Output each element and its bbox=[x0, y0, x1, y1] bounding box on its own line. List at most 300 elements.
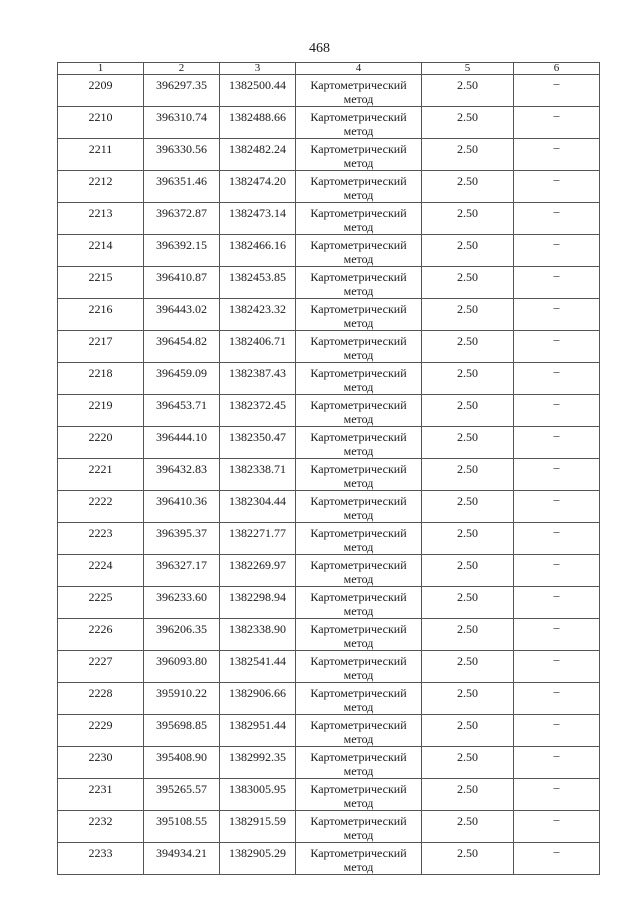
accuracy-cell bbox=[422, 203, 514, 235]
point-number-cell bbox=[58, 491, 144, 523]
accuracy: 2.50 bbox=[457, 174, 478, 188]
y-coordinate: 1382500.44 bbox=[229, 78, 286, 92]
point-number-cell bbox=[58, 171, 144, 203]
point-number-cell bbox=[58, 747, 144, 779]
note: – bbox=[553, 300, 560, 314]
y-coordinate-cell bbox=[220, 555, 296, 587]
method-line-2: метод bbox=[343, 476, 374, 490]
point-number: 2219 bbox=[88, 398, 113, 412]
method-cell bbox=[296, 107, 422, 139]
y-coordinate-cell bbox=[220, 395, 296, 427]
table-row bbox=[58, 811, 600, 843]
accuracy: 2.50 bbox=[457, 366, 478, 380]
y-coordinate: 1382372.45 bbox=[229, 398, 286, 412]
y-coordinate-cell bbox=[220, 587, 296, 619]
note-cell bbox=[514, 139, 600, 171]
y-coordinate-cell bbox=[220, 459, 296, 491]
column-header: 1 bbox=[58, 63, 144, 75]
method-cell bbox=[296, 139, 422, 171]
method-line-1: Картометрический bbox=[310, 270, 407, 284]
point-number: 2227 bbox=[88, 654, 113, 668]
x-coordinate-cell bbox=[144, 299, 220, 331]
note-cell bbox=[514, 427, 600, 459]
method-cell bbox=[296, 811, 422, 843]
note: – bbox=[553, 684, 560, 698]
method-cell bbox=[296, 331, 422, 363]
point-number-cell bbox=[58, 619, 144, 651]
accuracy-cell bbox=[422, 235, 514, 267]
table-row bbox=[58, 363, 600, 395]
point-number: 2211 bbox=[88, 142, 113, 156]
method-line-1: Картометрический bbox=[310, 238, 407, 252]
point-number-cell bbox=[58, 811, 144, 843]
x-coordinate-cell bbox=[144, 587, 220, 619]
note: – bbox=[553, 812, 560, 826]
method-cell bbox=[296, 619, 422, 651]
method-cell bbox=[296, 459, 422, 491]
point-number: 2225 bbox=[88, 590, 113, 604]
y-coordinate-cell bbox=[220, 203, 296, 235]
x-coordinate: 396330.56 bbox=[156, 142, 207, 156]
x-coordinate-cell bbox=[144, 619, 220, 651]
note-cell bbox=[514, 747, 600, 779]
method-cell bbox=[296, 395, 422, 427]
point-number-cell bbox=[58, 75, 144, 107]
y-coordinate: 1382951.44 bbox=[229, 718, 286, 732]
accuracy-cell bbox=[422, 267, 514, 299]
x-coordinate-cell bbox=[144, 843, 220, 875]
method-cell bbox=[296, 299, 422, 331]
table-row bbox=[58, 427, 600, 459]
method-cell bbox=[296, 491, 422, 523]
table-row bbox=[58, 555, 600, 587]
x-coordinate-cell bbox=[144, 139, 220, 171]
y-coordinate-cell bbox=[220, 331, 296, 363]
note: – bbox=[553, 492, 560, 506]
accuracy: 2.50 bbox=[457, 622, 478, 636]
method-line-2: метод bbox=[343, 124, 374, 138]
x-coordinate-cell bbox=[144, 235, 220, 267]
method-cell bbox=[296, 715, 422, 747]
point-number: 2220 bbox=[88, 430, 113, 444]
accuracy-cell bbox=[422, 363, 514, 395]
note: – bbox=[553, 748, 560, 762]
point-number: 2230 bbox=[88, 750, 113, 764]
column-header: 5 bbox=[422, 63, 514, 75]
y-coordinate: 1383005.95 bbox=[229, 782, 286, 796]
point-number: 2232 bbox=[88, 814, 113, 828]
point-number: 2229 bbox=[88, 718, 113, 732]
note: – bbox=[553, 140, 560, 154]
accuracy: 2.50 bbox=[457, 686, 478, 700]
x-coordinate-cell bbox=[144, 107, 220, 139]
y-coordinate-cell bbox=[220, 107, 296, 139]
method-cell bbox=[296, 427, 422, 459]
method-line-2: метод bbox=[343, 572, 374, 586]
column-header: 3 bbox=[220, 63, 296, 75]
note-cell bbox=[514, 363, 600, 395]
x-coordinate-cell bbox=[144, 779, 220, 811]
table-header-row bbox=[58, 63, 600, 75]
point-number: 2212 bbox=[88, 174, 113, 188]
point-number-cell bbox=[58, 203, 144, 235]
point-number: 2228 bbox=[88, 686, 113, 700]
method-line-2: метод bbox=[343, 828, 374, 842]
point-number: 2214 bbox=[88, 238, 113, 252]
method-line-2: метод bbox=[343, 796, 374, 810]
method-line-2: метод bbox=[343, 444, 374, 458]
accuracy: 2.50 bbox=[457, 750, 478, 764]
note-cell bbox=[514, 587, 600, 619]
method-line-2: метод bbox=[343, 92, 374, 106]
note: – bbox=[553, 844, 560, 858]
table-row bbox=[58, 139, 600, 171]
column-header: 2 bbox=[144, 63, 220, 75]
accuracy: 2.50 bbox=[457, 782, 478, 796]
point-number-cell bbox=[58, 651, 144, 683]
method-line-2: метод bbox=[343, 700, 374, 714]
x-coordinate: 396372.87 bbox=[156, 206, 207, 220]
y-coordinate: 1382423.32 bbox=[229, 302, 286, 316]
accuracy-cell bbox=[422, 843, 514, 875]
accuracy-cell bbox=[422, 427, 514, 459]
point-number-cell bbox=[58, 779, 144, 811]
accuracy: 2.50 bbox=[457, 462, 478, 476]
accuracy: 2.50 bbox=[457, 334, 478, 348]
method-line-1: Картометрический bbox=[310, 174, 407, 188]
point-number: 2209 bbox=[88, 78, 113, 92]
point-number: 2210 bbox=[88, 110, 113, 124]
table-row bbox=[58, 619, 600, 651]
accuracy-cell bbox=[422, 331, 514, 363]
method-line-2: метод bbox=[343, 156, 374, 170]
x-coordinate-cell bbox=[144, 555, 220, 587]
accuracy-cell bbox=[422, 779, 514, 811]
note: – bbox=[553, 428, 560, 442]
accuracy-cell bbox=[422, 619, 514, 651]
accuracy: 2.50 bbox=[457, 654, 478, 668]
method-line-1: Картометрический bbox=[310, 558, 407, 572]
note-cell bbox=[514, 523, 600, 555]
y-coordinate-cell bbox=[220, 427, 296, 459]
accuracy: 2.50 bbox=[457, 142, 478, 156]
table-row bbox=[58, 107, 600, 139]
accuracy-cell bbox=[422, 587, 514, 619]
accuracy: 2.50 bbox=[457, 270, 478, 284]
note: – bbox=[553, 236, 560, 250]
point-number: 2224 bbox=[88, 558, 113, 572]
note: – bbox=[553, 556, 560, 570]
accuracy-cell bbox=[422, 107, 514, 139]
point-number: 2221 bbox=[88, 462, 113, 476]
x-coordinate: 396310.74 bbox=[156, 110, 207, 124]
y-coordinate-cell bbox=[220, 715, 296, 747]
accuracy-cell bbox=[422, 747, 514, 779]
method-line-2: метод bbox=[343, 188, 374, 202]
method-line-1: Картометрический bbox=[310, 110, 407, 124]
y-coordinate-cell bbox=[220, 747, 296, 779]
method-cell bbox=[296, 267, 422, 299]
point-number-cell bbox=[58, 555, 144, 587]
accuracy: 2.50 bbox=[457, 494, 478, 508]
column-header: 6 bbox=[514, 63, 600, 75]
point-number: 2226 bbox=[88, 622, 113, 636]
point-number-cell bbox=[58, 139, 144, 171]
point-number: 2216 bbox=[88, 302, 113, 316]
note-cell bbox=[514, 715, 600, 747]
x-coordinate-cell bbox=[144, 427, 220, 459]
x-coordinate: 396432.83 bbox=[156, 462, 207, 476]
y-coordinate-cell bbox=[220, 843, 296, 875]
table-row bbox=[58, 235, 600, 267]
y-coordinate-cell bbox=[220, 235, 296, 267]
point-number-cell bbox=[58, 331, 144, 363]
x-coordinate-cell bbox=[144, 811, 220, 843]
y-coordinate-cell bbox=[220, 523, 296, 555]
method-line-1: Картометрический bbox=[310, 430, 407, 444]
x-coordinate: 396459.09 bbox=[156, 366, 207, 380]
accuracy: 2.50 bbox=[457, 398, 478, 412]
table-row bbox=[58, 523, 600, 555]
y-coordinate-cell bbox=[220, 811, 296, 843]
x-coordinate: 396206.35 bbox=[156, 622, 207, 636]
y-coordinate-cell bbox=[220, 139, 296, 171]
point-number: 2218 bbox=[88, 366, 113, 380]
table-row bbox=[58, 331, 600, 363]
y-coordinate: 1382271.77 bbox=[229, 526, 286, 540]
method-line-2: метод bbox=[343, 636, 374, 650]
x-coordinate: 396093.80 bbox=[156, 654, 207, 668]
x-coordinate-cell bbox=[144, 459, 220, 491]
accuracy: 2.50 bbox=[457, 814, 478, 828]
note-cell bbox=[514, 107, 600, 139]
method-line-1: Картометрический bbox=[310, 782, 407, 796]
note-cell bbox=[514, 459, 600, 491]
accuracy: 2.50 bbox=[457, 558, 478, 572]
method-cell bbox=[296, 683, 422, 715]
point-number: 2213 bbox=[88, 206, 113, 220]
x-coordinate: 396395.37 bbox=[156, 526, 207, 540]
table-row bbox=[58, 395, 600, 427]
accuracy: 2.50 bbox=[457, 238, 478, 252]
method-line-1: Картометрический bbox=[310, 398, 407, 412]
point-number: 2223 bbox=[88, 526, 113, 540]
y-coordinate: 1382482.24 bbox=[229, 142, 286, 156]
method-line-1: Картометрический bbox=[310, 846, 407, 860]
x-coordinate: 396392.15 bbox=[156, 238, 207, 252]
y-coordinate: 1382298.94 bbox=[229, 590, 286, 604]
method-cell bbox=[296, 779, 422, 811]
method-cell bbox=[296, 843, 422, 875]
point-number-cell bbox=[58, 587, 144, 619]
method-line-2: метод bbox=[343, 604, 374, 618]
note-cell bbox=[514, 331, 600, 363]
x-coordinate: 396453.71 bbox=[156, 398, 207, 412]
point-number-cell bbox=[58, 715, 144, 747]
note-cell bbox=[514, 555, 600, 587]
y-coordinate-cell bbox=[220, 171, 296, 203]
note-cell bbox=[514, 619, 600, 651]
note-cell bbox=[514, 779, 600, 811]
method-line-1: Картометрический bbox=[310, 750, 407, 764]
point-number: 2222 bbox=[88, 494, 113, 508]
point-number: 2215 bbox=[88, 270, 113, 284]
y-coordinate: 1382992.35 bbox=[229, 750, 286, 764]
accuracy: 2.50 bbox=[457, 590, 478, 604]
y-coordinate: 1382453.85 bbox=[229, 270, 286, 284]
x-coordinate-cell bbox=[144, 491, 220, 523]
point-number: 2233 bbox=[88, 846, 113, 860]
accuracy-cell bbox=[422, 715, 514, 747]
table-row bbox=[58, 651, 600, 683]
method-cell bbox=[296, 555, 422, 587]
y-coordinate-cell bbox=[220, 491, 296, 523]
x-coordinate-cell bbox=[144, 395, 220, 427]
accuracy: 2.50 bbox=[457, 718, 478, 732]
table-row bbox=[58, 75, 600, 107]
note: – bbox=[553, 620, 560, 634]
accuracy-cell bbox=[422, 491, 514, 523]
accuracy-cell bbox=[422, 459, 514, 491]
accuracy: 2.50 bbox=[457, 110, 478, 124]
method-cell bbox=[296, 651, 422, 683]
method-line-1: Картометрический bbox=[310, 718, 407, 732]
y-coordinate: 1382269.97 bbox=[229, 558, 286, 572]
y-coordinate: 1382350.47 bbox=[229, 430, 286, 444]
method-line-2: метод bbox=[343, 860, 374, 874]
y-coordinate: 1382915.59 bbox=[229, 814, 286, 828]
accuracy: 2.50 bbox=[457, 206, 478, 220]
note: – bbox=[553, 716, 560, 730]
accuracy: 2.50 bbox=[457, 430, 478, 444]
note-cell bbox=[514, 491, 600, 523]
method-line-2: метод bbox=[343, 252, 374, 266]
method-line-1: Картометрический bbox=[310, 462, 407, 476]
accuracy-cell bbox=[422, 683, 514, 715]
method-line-1: Картометрический bbox=[310, 78, 407, 92]
x-coordinate-cell bbox=[144, 75, 220, 107]
x-coordinate: 396443.02 bbox=[156, 302, 207, 316]
method-line-2: метод bbox=[343, 668, 374, 682]
coordinates-table bbox=[57, 62, 600, 875]
point-number: 2217 bbox=[88, 334, 113, 348]
note: – bbox=[553, 268, 560, 282]
method-line-2: метод bbox=[343, 764, 374, 778]
accuracy-cell bbox=[422, 555, 514, 587]
y-coordinate: 1382905.29 bbox=[229, 846, 286, 860]
table-body bbox=[58, 75, 600, 875]
method-line-2: метод bbox=[343, 284, 374, 298]
x-coordinate-cell bbox=[144, 747, 220, 779]
point-number-cell bbox=[58, 235, 144, 267]
y-coordinate: 1382906.66 bbox=[229, 686, 286, 700]
method-cell bbox=[296, 523, 422, 555]
note-cell bbox=[514, 395, 600, 427]
y-coordinate-cell bbox=[220, 651, 296, 683]
point-number-cell bbox=[58, 843, 144, 875]
x-coordinate-cell bbox=[144, 715, 220, 747]
method-line-1: Картометрический bbox=[310, 302, 407, 316]
x-coordinate: 396410.87 bbox=[156, 270, 207, 284]
x-coordinate-cell bbox=[144, 363, 220, 395]
method-line-2: метод bbox=[343, 380, 374, 394]
table-row bbox=[58, 171, 600, 203]
accuracy-cell bbox=[422, 811, 514, 843]
accuracy-cell bbox=[422, 171, 514, 203]
method-line-1: Картометрический bbox=[310, 622, 407, 636]
y-coordinate: 1382474.20 bbox=[229, 174, 286, 188]
method-line-1: Картометрический bbox=[310, 494, 407, 508]
x-coordinate: 395910.22 bbox=[156, 686, 207, 700]
x-coordinate-cell bbox=[144, 267, 220, 299]
y-coordinate-cell bbox=[220, 619, 296, 651]
method-line-1: Картометрический bbox=[310, 526, 407, 540]
method-cell bbox=[296, 75, 422, 107]
note-cell bbox=[514, 171, 600, 203]
point-number-cell bbox=[58, 683, 144, 715]
x-coordinate-cell bbox=[144, 523, 220, 555]
table-row bbox=[58, 843, 600, 875]
x-coordinate-cell bbox=[144, 203, 220, 235]
accuracy: 2.50 bbox=[457, 78, 478, 92]
method-cell bbox=[296, 587, 422, 619]
table-row bbox=[58, 587, 600, 619]
note-cell bbox=[514, 75, 600, 107]
point-number-cell bbox=[58, 267, 144, 299]
note: – bbox=[553, 524, 560, 538]
point-number-cell bbox=[58, 299, 144, 331]
accuracy: 2.50 bbox=[457, 526, 478, 540]
table-row bbox=[58, 459, 600, 491]
accuracy-cell bbox=[422, 299, 514, 331]
point-number-cell bbox=[58, 523, 144, 555]
x-coordinate: 396327.17 bbox=[156, 558, 207, 572]
note: – bbox=[553, 332, 560, 346]
x-coordinate-cell bbox=[144, 683, 220, 715]
x-coordinate: 395698.85 bbox=[156, 718, 207, 732]
point-number-cell bbox=[58, 107, 144, 139]
point-number-cell bbox=[58, 459, 144, 491]
note-cell bbox=[514, 235, 600, 267]
note: – bbox=[553, 364, 560, 378]
method-cell bbox=[296, 363, 422, 395]
accuracy-cell bbox=[422, 75, 514, 107]
y-coordinate: 1382387.43 bbox=[229, 366, 286, 380]
y-coordinate-cell bbox=[220, 683, 296, 715]
note-cell bbox=[514, 843, 600, 875]
note: – bbox=[553, 588, 560, 602]
method-line-2: метод bbox=[343, 540, 374, 554]
note-cell bbox=[514, 683, 600, 715]
x-coordinate-cell bbox=[144, 651, 220, 683]
y-coordinate: 1382338.71 bbox=[229, 462, 286, 476]
y-coordinate: 1382541.44 bbox=[229, 654, 286, 668]
x-coordinate: 394934.21 bbox=[156, 846, 207, 860]
method-line-1: Картометрический bbox=[310, 590, 407, 604]
note: – bbox=[553, 76, 560, 90]
method-line-1: Картометрический bbox=[310, 654, 407, 668]
table-row bbox=[58, 299, 600, 331]
point-number-cell bbox=[58, 395, 144, 427]
note: – bbox=[553, 652, 560, 666]
note: – bbox=[553, 172, 560, 186]
accuracy-cell bbox=[422, 395, 514, 427]
method-cell bbox=[296, 235, 422, 267]
method-line-1: Картометрический bbox=[310, 366, 407, 380]
method-line-2: метод bbox=[343, 508, 374, 522]
accuracy: 2.50 bbox=[457, 846, 478, 860]
table-row bbox=[58, 779, 600, 811]
